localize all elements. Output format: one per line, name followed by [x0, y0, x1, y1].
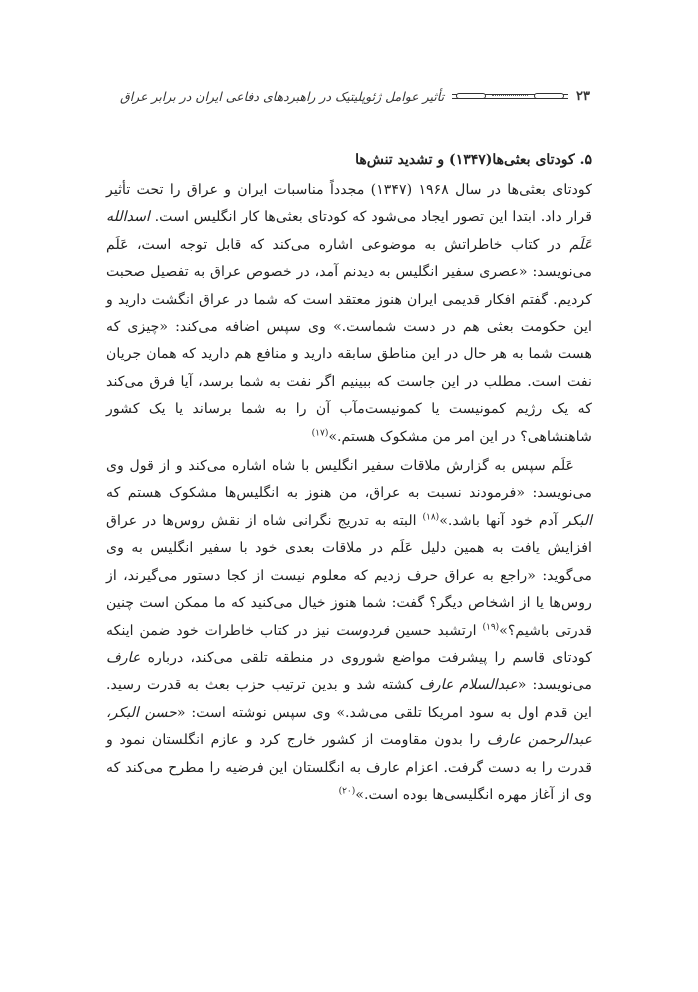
person-name: فردوست: [335, 622, 390, 639]
footnote-ref: (۲۰): [338, 786, 356, 797]
person-name: البکر: [563, 512, 592, 529]
person-name: عارف: [106, 649, 141, 666]
section-heading: ۵. کودتای بعثی‌ها(۱۳۴۷) و تشدید تنش‌ها: [355, 152, 592, 168]
body-text: [106, 177, 592, 809]
footnote-ref: (۱۷): [311, 427, 329, 438]
running-header: [120, 84, 590, 108]
paragraph: عَلَم سپس به گزارش ملاقات سفیر انگلیس با شاه اشاره می‌کند و از قول وی می‌نویسد: «فرمودند نسبت به عراق، من هنوز به انگلیس‌ها مشکوک هستم که البکر آدم خود آنها باشد.»$^{(۱۸)}$ البته به تدریج نگرانی شاه از نقش روس‌ها در عراق افزایش یافت به همین دلیل عَلَم در ملاقات بعدی خود با سفیر انگلیس به وی می‌گوید: «راجع به عراق حرف زدیم که معلوم نیست از کجا دستور می‌گیرند، از روس‌ها یا از اشخاص دیگر؟ گفت: شما هنوز خیال می‌کنید که ما ممکن است چنین قدرتی باشیم؟»$^{(۱۹)}$ ارتشبد حسین فردوست نیز در کتاب خاطرات خود ضمن اینکه کودتای قاسم را پیشرفت مواضع شوروی در منطقه تلقی می‌کند، درباره عارف می‌نویسد: «عبدالسلام عارف کشته شد و بدین ترتیب حزب بعث به قدرت رسید. این قدم اول به سود امریکا تلقی می‌شد.» وی سپس نوشته است: «حسن البکر، عبدالرحمن عارف را بدون مقاومت از کشور خارج کرد و عازم انگلستان نمود و قدرت را به دست گرفت. اعزام عارف به انگلستان این فرضیه را مطرح می‌کند که وی از آغاز مهره انگلیسی‌ها بوده است.»$^{(۲۰)}$: [106, 458, 592, 803]
footnote-ref: (۱۹): [482, 621, 500, 632]
header-ornament-rule: [452, 93, 568, 99]
person-name: عبدالسلام عارف: [419, 677, 518, 694]
running-title: تأثیر عوامل ژئوپلیتیک در راهبردهای دفاعی ایران در برابر عراق: [120, 88, 445, 104]
page-number: ۲۳: [576, 88, 590, 104]
person-name: اسدالله عَلَم: [106, 209, 592, 253]
person-name: حسن البکر، عبدالرحمن عارف: [106, 704, 592, 749]
paragraph: کودتای بعثی‌ها در سال ۱۹۶۸ (۱۳۴۷) مجدداً مناسبات ایران و عراق را تحت تأثیر قرار داد. ابتدا این تصور ایجاد می‌شود که کودتای بعثی‌ها کار انگلیس است. اسدالله عَلَم در کتاب خاطراتش به موضوعی اشاره می‌کند که قابل توجه است، عَلَم می‌نویسد: «عصری سفیر انگلیس به دیدنم آمد، در خصوص عراق به تفصیل صحبت کردیم. گفتم افکار قدیمی ایران هنوز معتقد است که شما در عراق انگشت دارید و این حکومت بعثی هم در دست شماست.» وی سپس اضافه می‌کند: «چیزی که هست شما به هر حال در این مناطق سابقه دارید و منافع هم دارید که همان جریان نفت است. مطلب در این جاست که ببینیم اگر نفت به شما برسد، آیا فرق می‌کند که یک رژیم کمونیست یا کمونیست‌مآب آن را به شما برساند یا یک کشور شاهنشاهی؟ در این امر من مشکوک هستم.»$^{(۱۷)}$: [106, 182, 592, 445]
footnote-ref: (۱۸): [422, 512, 440, 523]
